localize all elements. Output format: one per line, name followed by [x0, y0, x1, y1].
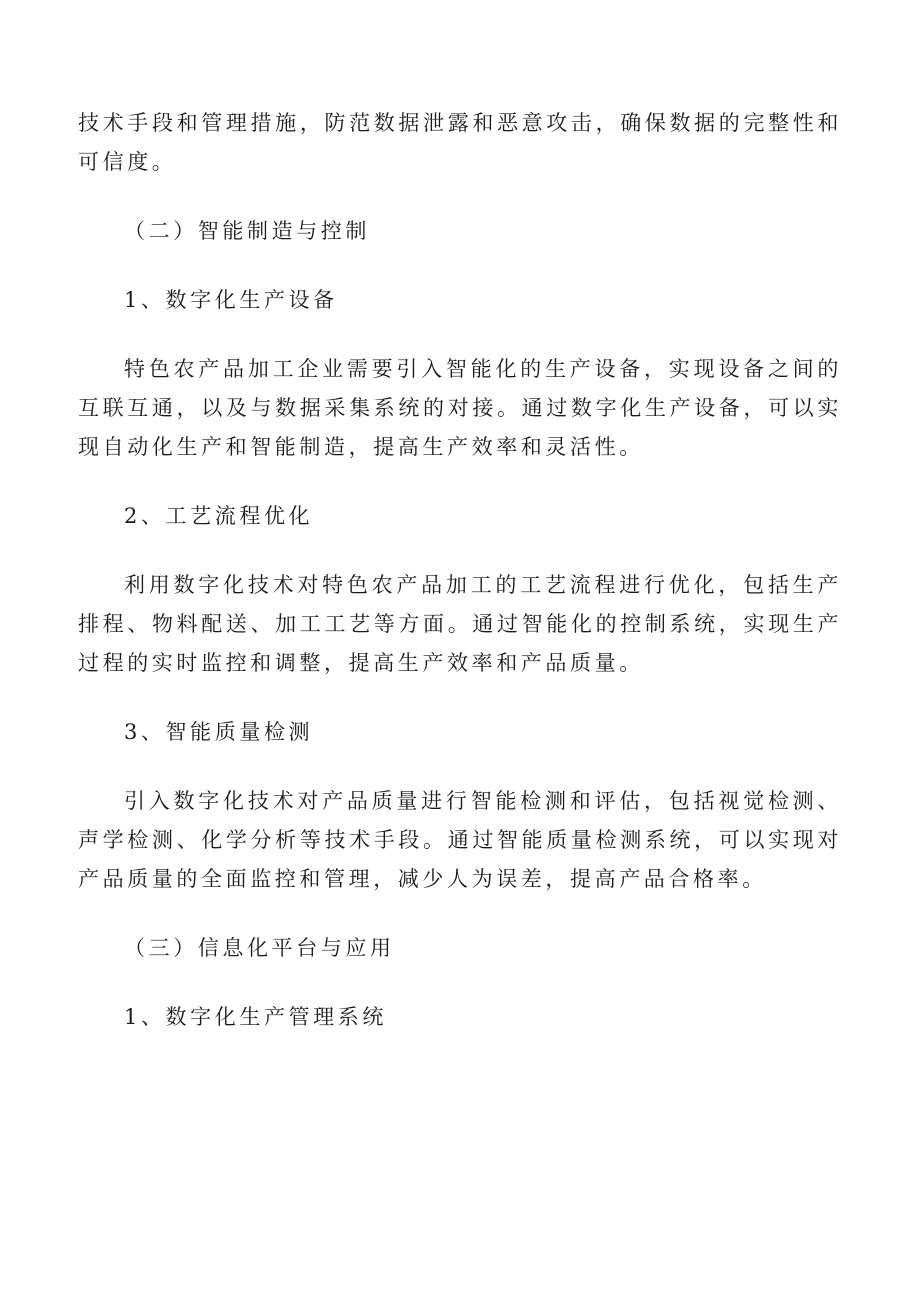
body-paragraph-digital-equipment: 特色农产品加工企业需要引入智能化的生产设备，实现设备之间的互联互通，以及与数据采集系统的对接。通过数字化生产设备，可以实现自动化生产和智能制造，提高生产效率和灵活性。 [78, 357, 842, 459]
body-paragraph-process-optimization: 利用数字化技术对特色农产品加工的工艺流程进行优化，包括生产排程、物料配送、加工工艺等方面。通过智能化的控制系统，实现生产过程的实时监控和调整，提高生产效率和产品质量。 [78, 573, 842, 675]
section-heading-3: （三）信息化平台与应用 [124, 936, 395, 960]
sub-heading-quality-inspection: 3、智能质量检测 [124, 720, 314, 744]
body-paragraph-continued: 技术手段和管理措施，防范数据泄露和恶意攻击，确保数据的完整性和可信度。 [78, 111, 842, 174]
sub-heading-digital-equipment: 1、数字化生产设备 [124, 288, 338, 312]
sub-heading-process-optimization: 2、工艺流程优化 [124, 504, 314, 528]
sub-heading-production-management: 1、数字化生产管理系统 [124, 1005, 387, 1029]
body-paragraph-quality-inspection: 引入数字化技术对产品质量进行智能检测和评估，包括视觉检测、声学检测、化学分析等技术手段。通过智能质量检测系统，可以实现对产品质量的全面监控和管理，减少人为误差，提高产品合格率。 [78, 789, 842, 891]
document-body [78, 104, 842, 1037]
section-heading-2: （二）智能制造与控制 [124, 219, 370, 243]
